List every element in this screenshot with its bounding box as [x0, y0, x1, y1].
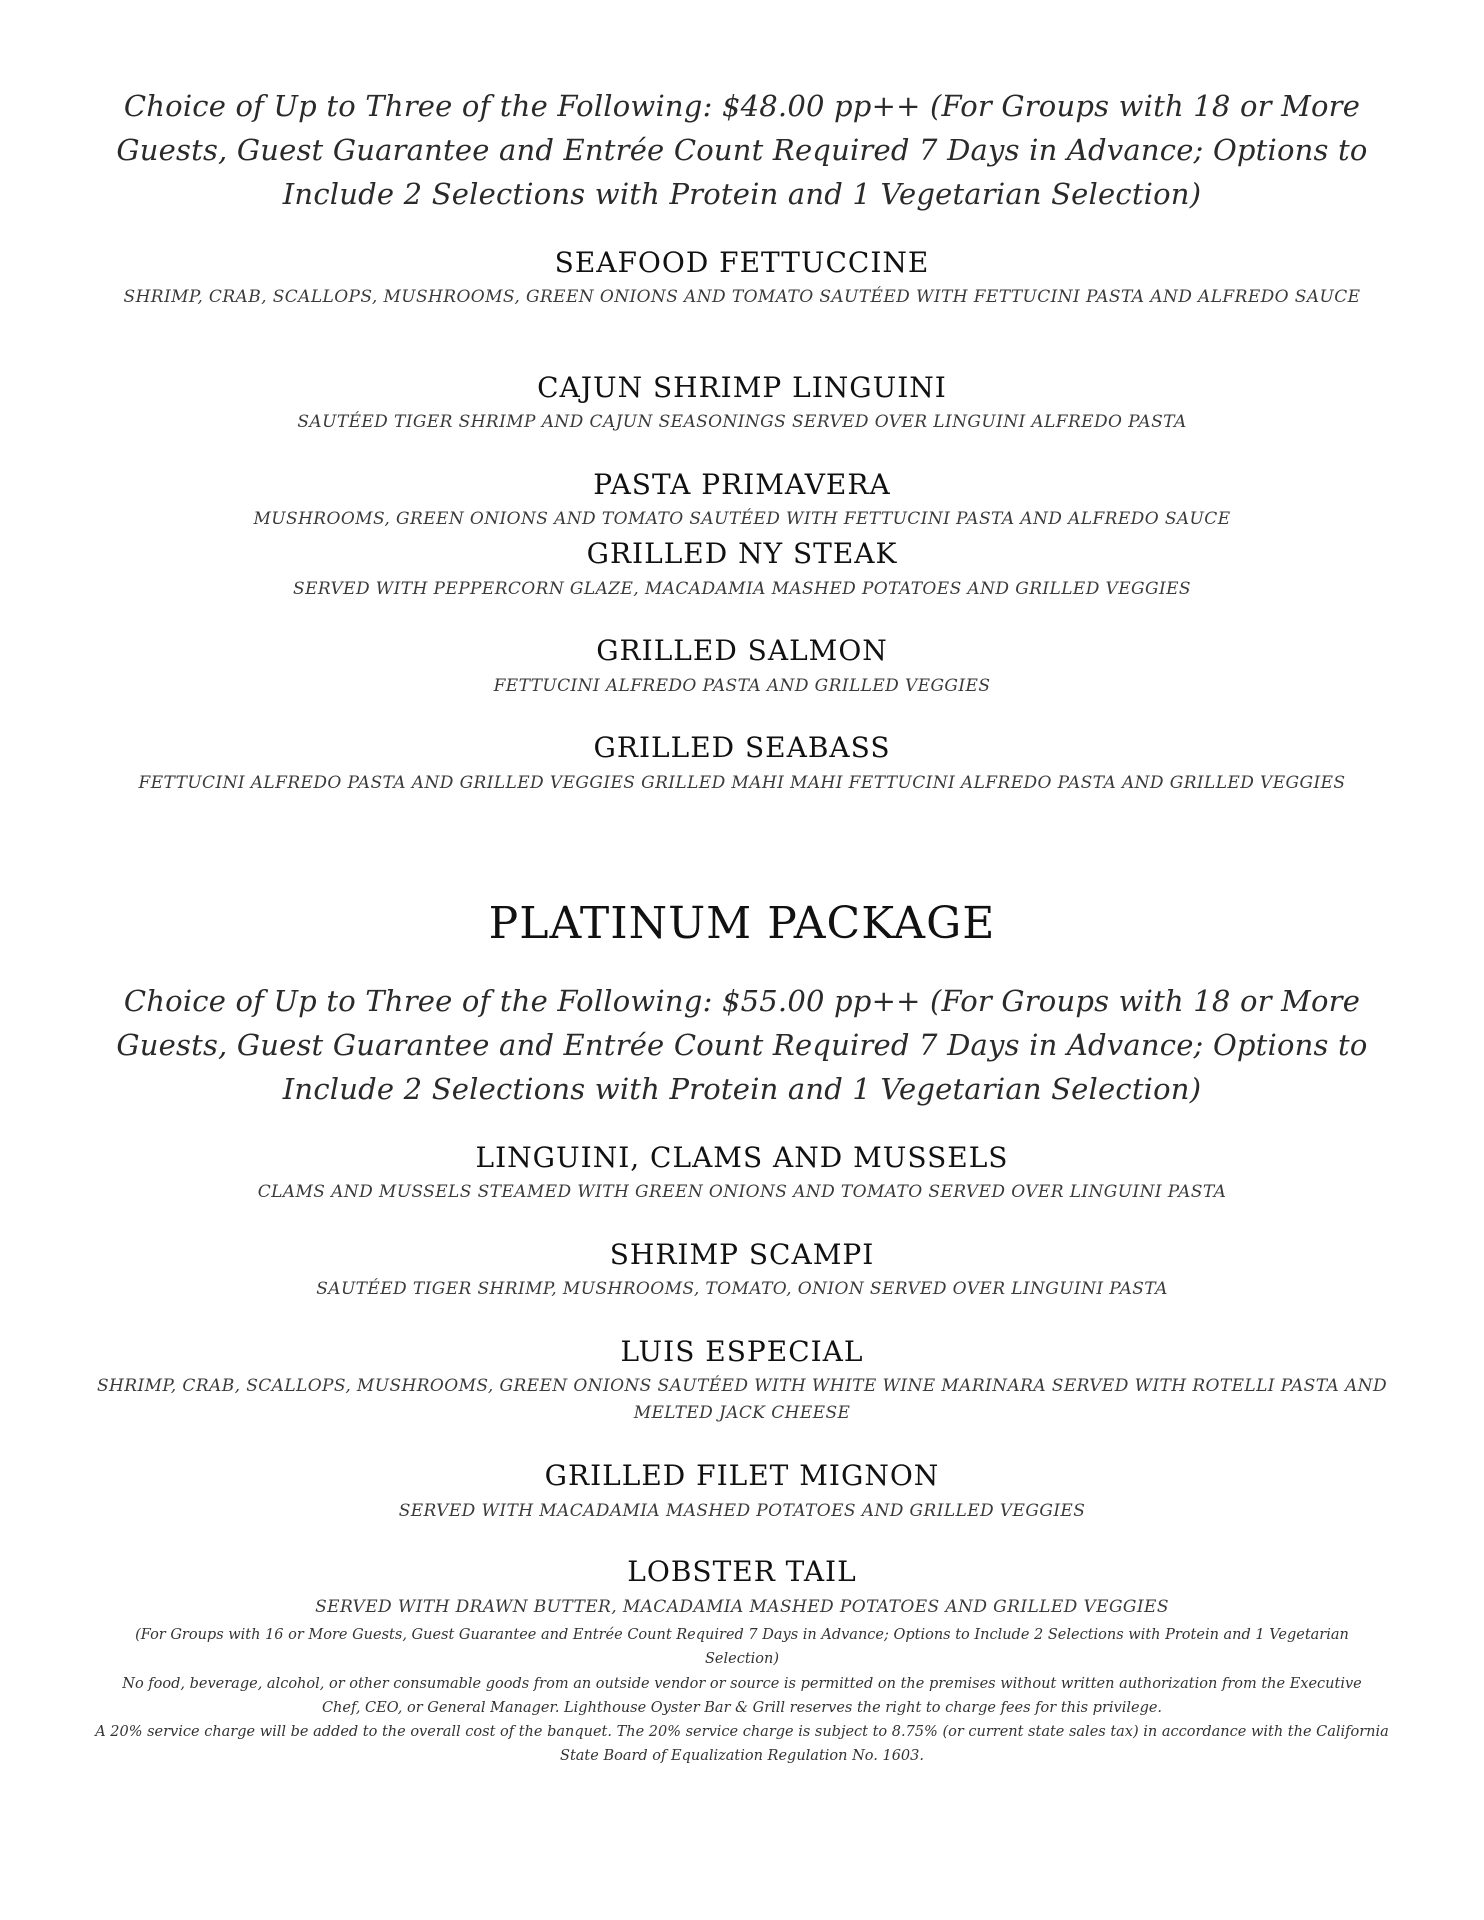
section1-intro: Choice of Up to Three of the Following: $48.00 pp++ (For Groups with 18 or More Guests, Guest Guarantee and Entrée Count Required 7 Days in Advance; Options to Include 2 Selections with Protein and 1 Vegetarian Selection) [116, 89, 1368, 211]
menu-item-desc: FETTUCINI ALFREDO PASTA AND GRILLED VEGGIES [493, 676, 991, 696]
menu-item-title: LUIS ESPECIAL [620, 1335, 864, 1368]
menu-item-desc: SERVED WITH MACADAMIA MASHED POTATOES AND GRILLED VEGGIES [398, 1501, 1086, 1521]
menu-item-title: GRILLED SEABASS [593, 731, 891, 764]
menu-item-desc: SHRIMP, CRAB, SCALLOPS, MUSHROOMS, GREEN ONIONS AND TOMATO SAUTÉED WITH FETTUCINI PASTA AND ALFREDO SAUCE [123, 287, 1361, 307]
menu-item-desc: SHRIMP, CRAB, SCALLOPS, MUSHROOMS, GREEN ONIONS SAUTÉED WITH WHITE WINE MARINARA SERVED WITH ROTELLI PASTA AND MELTED JACK CHEESE [97, 1376, 1387, 1423]
section2-intro: Choice of Up to Three of the Following: $55.00 pp++ (For Groups with 18 or More Guests, Guest Guarantee and Entrée Count Required 7 Days in Advance; Options to Include 2 Selections with Protein and 1 Vegetarian Selection) [116, 984, 1368, 1106]
menu-item-title: LOBSTER TAIL [627, 1555, 857, 1588]
menu-item-desc: SAUTÉED TIGER SHRIMP, MUSHROOMS, TOMATO, ONION SERVED OVER LINGUINI PASTA [316, 1279, 1168, 1299]
menu-item-title: PASTA PRIMAVERA [593, 468, 891, 501]
menu-item-title: GRILLED FILET MIGNON [544, 1459, 940, 1492]
menu-item-desc: FETTUCINI ALFREDO PASTA AND GRILLED VEGGIES GRILLED MAHI MAHI FETTUCINI ALFREDO PASTA AND GRILLED VEGGIES [138, 773, 1346, 793]
menu-item-desc: SAUTÉED TIGER SHRIMP AND CAJUN SEASONINGS SERVED OVER LINGUINI ALFREDO PASTA [297, 412, 1187, 432]
menu-item-desc: SERVED WITH DRAWN BUTTER, MACADAMIA MASHED POTATOES AND GRILLED VEGGIES [315, 1597, 1169, 1617]
package-title: PLATINUM PACKAGE [488, 898, 996, 949]
footnote-service-charge: A 20% service charge will be added to the overall cost of the banquet. The 20% service charge is subject to 8.75% (or current state sales tax) in accordance with the California State Board of Equalization Regulation No. 1603. [95, 1724, 1389, 1764]
footnote-outside-food: No food, beverage, alcohol, or other consumable goods from an outside vendor or source is permitted on the premises without written authorization from the Executive Chef, CEO, or General Manager. Lighthouse Oyster Bar & Grill reserves the right to charge fees for this privilege. [122, 1676, 1362, 1716]
menu-item-title: SHRIMP SCAMPI [609, 1238, 875, 1271]
menu-item-desc: MUSHROOMS, GREEN ONIONS AND TOMATO SAUTÉED WITH FETTUCINI PASTA AND ALFREDO SAUCE [253, 509, 1231, 529]
menu-item-title: SEAFOOD FETTUCCINE [554, 246, 930, 279]
menu-item-title: CAJUN SHRIMP LINGUINI [537, 371, 947, 404]
menu-item-title: GRILLED SALMON [596, 634, 888, 667]
menu-item-title: GRILLED NY STEAK [586, 537, 898, 570]
footnote-groups: (For Groups with 16 or More Guests, Guest Guarantee and Entrée Count Required 7 Days in Advance; Options to Include 2 Selections with Protein and 1 Vegetarian Selection) [135, 1627, 1349, 1667]
menu-item-desc: SERVED WITH PEPPERCORN GLAZE, MACADAMIA MASHED POTATOES AND GRILLED VEGGIES [293, 579, 1191, 599]
menu-item-desc: CLAMS AND MUSSELS STEAMED WITH GREEN ONIONS AND TOMATO SERVED OVER LINGUINI PASTA [257, 1182, 1227, 1202]
menu-item-title: LINGUINI, CLAMS AND MUSSELS [475, 1141, 1009, 1174]
